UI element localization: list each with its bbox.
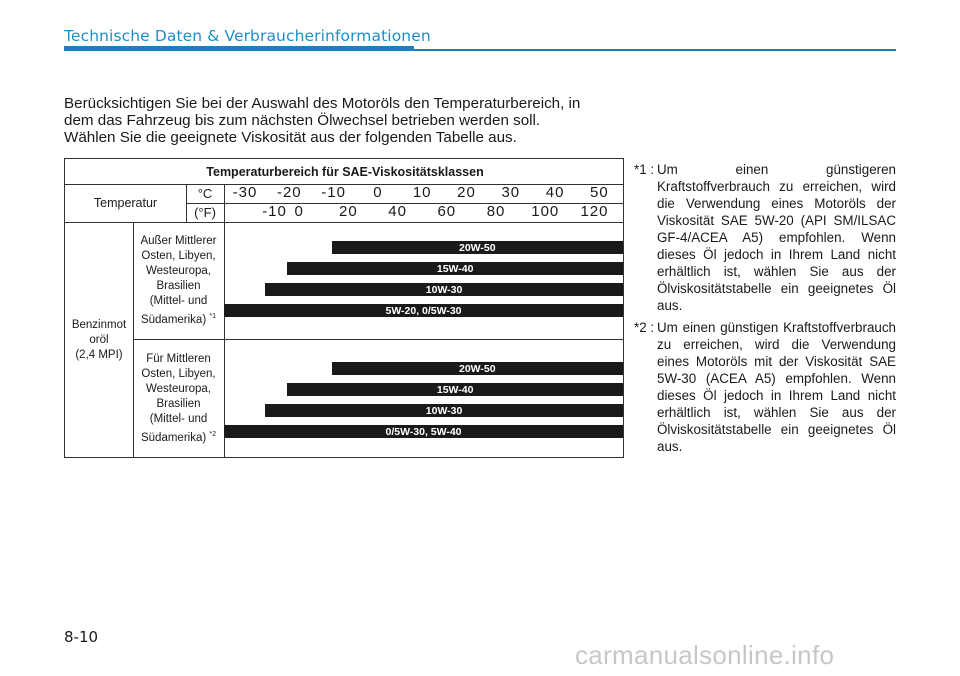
footnote-text: Um einen günstigeren Kraftstoffverbrauch zu erreichen, wird die Verwendung eines Motoröls der Viskosität SAE 5W-20 (API SM/ILSAC GF-4/ACEA A5) empfohlen. Wenn dieses Öl jedoch in Ihrem Land nicht erhältlich ist, wählen Sie aus der Ölviskositätstabelle ein geeignetes Öl aus. xyxy=(657,162,896,313)
intro-line: Berücksichtigen Sie bei der Auswahl des Motoröls den Temperaturbereich, in xyxy=(64,95,581,112)
region-line: Für Mittleren xyxy=(146,352,211,365)
viscosity-bar: 15W-40 xyxy=(287,383,623,396)
region-line: (Mittel- und xyxy=(149,412,208,425)
footnote-ref: *1 xyxy=(209,312,216,320)
viscosity-bar: 10W-30 xyxy=(265,283,623,296)
celsius-tick: 50 xyxy=(590,184,609,201)
region-line: Südamerika) xyxy=(140,313,207,326)
celsius-tick: 10 xyxy=(412,184,432,201)
footnote-ref: *2 xyxy=(209,430,217,438)
fahrenheit-tick: 20 xyxy=(339,203,358,220)
viscosity-bar: 20W-50 xyxy=(332,241,623,254)
fahrenheit-tick: 100 xyxy=(531,203,560,220)
celsius-tick: -30 xyxy=(232,184,258,201)
fahrenheit-tick: 60 xyxy=(437,203,457,220)
viscosity-table xyxy=(64,158,624,458)
fahrenheit-tick: 80 xyxy=(486,203,506,220)
footnote-text: Um einen günstigen Kraftstoffverbrauch zu erreichen, wird die Verwendung eines Motoröls mit der Viskosität SAE 5W-30 (ACEA A5) empfohlen. Wenn dieses Öl jedoch in Ihrem Land nicht erhältlich ist, wählen Sie aus der Ölviskositätstabelle ein geeignetes Öl aus. xyxy=(657,320,896,454)
footnote-mark: *1 : xyxy=(634,162,655,177)
engine-label-line: oröl xyxy=(89,334,109,346)
viscosity-bar: 20W-50 xyxy=(332,362,623,375)
watermark: carmanualsonline.info xyxy=(575,640,835,670)
intro-line: dem das Fahrzeug bis zum nächsten Ölwechsel betrieben werden soll. xyxy=(64,112,541,129)
region-line: (Mittel- und xyxy=(149,294,208,307)
fahrenheit-tick: 40 xyxy=(388,203,407,220)
region-line: Brasilien xyxy=(156,397,201,410)
celsius-tick: 40 xyxy=(545,184,565,201)
celsius-tick: -20 xyxy=(276,184,302,201)
celsius-tick: 0 xyxy=(373,184,383,201)
unit-celsius: °C xyxy=(197,186,213,201)
viscosity-bar: 10W-30 xyxy=(265,404,623,417)
region-line: Südamerika) xyxy=(140,431,207,444)
region-line: Außer Mittlerer xyxy=(140,234,217,247)
region-line: Osten, Libyen, xyxy=(141,367,216,380)
section-title: Technische Daten & Verbraucherinformationen xyxy=(64,27,431,45)
celsius-tick: 20 xyxy=(457,184,476,201)
viscosity-bar: 15W-40 xyxy=(287,262,623,275)
engine-label-line: (2,4 MPI) xyxy=(75,349,123,361)
unit-fahrenheit: (°F) xyxy=(194,205,216,220)
viscosity-bar: 5W-20, 0/5W-30 xyxy=(224,304,623,317)
engine-label-line: Benzinmot xyxy=(71,319,127,331)
region-line: Osten, Libyen, xyxy=(141,249,216,262)
footnote-2 xyxy=(634,319,896,455)
region-line: Westeuropa, xyxy=(146,382,211,395)
fahrenheit-tick: 0 xyxy=(294,203,304,220)
temperature-label: Temperatur xyxy=(93,196,158,210)
region-line: Westeuropa, xyxy=(145,264,211,277)
footnote-mark: *2 : xyxy=(634,320,655,335)
intro-line: Wählen Sie die geeignete Viskosität aus der folgenden Tabelle aus. xyxy=(64,129,517,146)
engine-oil-label xyxy=(65,222,133,459)
region-line: Brasilien xyxy=(156,279,201,292)
fahrenheit-tick: -10 xyxy=(262,203,287,220)
table-title: Temperaturbereich für SAE-Viskositätsklassen xyxy=(206,164,484,179)
header-divider xyxy=(64,49,896,51)
footnote-1 xyxy=(634,161,896,314)
fahrenheit-tick: 120 xyxy=(580,203,609,220)
intro-paragraph xyxy=(64,95,624,146)
region-group-2 xyxy=(133,339,224,458)
region-group-1 xyxy=(133,222,224,339)
viscosity-bar: 0/5W-30, 5W-40 xyxy=(224,425,623,438)
page-number: 8-10 xyxy=(64,628,99,646)
celsius-tick: -10 xyxy=(321,184,346,201)
celsius-tick: 30 xyxy=(501,184,521,201)
